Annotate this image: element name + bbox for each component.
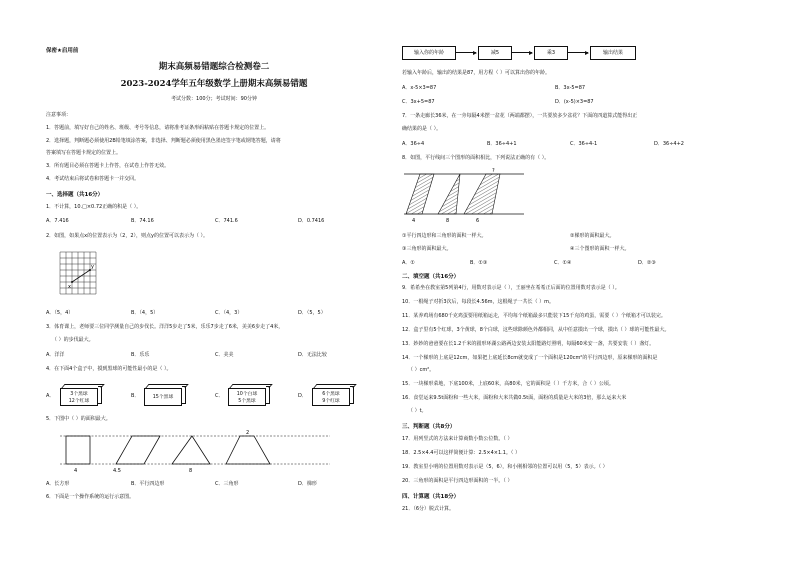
flow-arrow [512, 52, 532, 53]
q4-box-a [60, 384, 104, 406]
q8-option-c: C．①④ [554, 260, 572, 266]
q7-option-a: A．36÷4 [402, 141, 425, 147]
question-9: 9．希希坐在教室第5列第4行，用数对表示是（ ），王丽坐在希希正后面的位置用数对表示是（ ）。 [402, 285, 620, 291]
q4-option-c: C． [215, 393, 224, 399]
q1-option-b: B．74.16 [131, 218, 154, 224]
q7-option-d: D．36÷4+2 [654, 141, 684, 147]
exam-title: 期末高频易错题综合检测卷二 [158, 62, 270, 72]
q8-statement-4: ④三个图形的面积一样大。 [570, 246, 630, 252]
question-3: 3．体育课上，老师要三位同学测量自己的步伐长。洋洋5步走了5米，乐乐7步走了6米，美美6步走了4米， [46, 324, 284, 330]
notice-title: 注意事项： [46, 112, 72, 118]
box-d-line1: 6个黑球 [322, 392, 340, 397]
q2-option-b: B．（4，5） [131, 310, 159, 316]
q3-option-a: A．洋洋 [46, 352, 65, 358]
section-choice-title: 一、选择题（共16分） [46, 192, 104, 198]
fig-dim-3: 6 [476, 218, 480, 224]
notice-item: 4．考试结束后将试卷和答题卡一并交回。 [46, 176, 140, 182]
flow-box-minus5: 减5 [478, 46, 512, 60]
q4-option-b: B． [131, 393, 140, 399]
flow-box-times3: 乘3 [534, 46, 568, 60]
dim-para-base: 4.5 [113, 468, 121, 474]
notice-item: 3．所有题目必须在答题卡上作答，在试卷上作答无效。 [46, 163, 170, 169]
question-15: 15．一块梯形菜地，下底100米，上底60米，高80米，它的面积是（ ）千方米，合（ ）公顷。 [402, 381, 614, 387]
box-c-line1: 10个白球 [236, 392, 258, 397]
question-11: 11．某养鸡场有680千克鸡蛋要用纸箱运走，平均每个纸箱最多只能装下15千克的鸡蛋，需要（ ）个纸箱才可以装完。 [402, 313, 666, 319]
q8-statement-1: ①平行四边形和三角形的面积一样大。 [402, 233, 487, 239]
box-c-line2: 5个黑球 [238, 399, 256, 404]
question-12: 12．盒子里有5个红球，3个黄球，8个白球，这些球除颜色外都相同，从中任意摸出一个球，摸出（ ）球的可能性最大。 [402, 327, 670, 333]
question-17: 17．用列竖式的方法来计算商数小数公位数。（ ） [402, 436, 513, 442]
point-y-label: y [91, 264, 94, 270]
question-7: 7．一条走廊长36米，在一旁每隔4米摆一盆花（两端都摆），一共要放多少盆花？下面的四道算式能得出正 [402, 113, 638, 119]
question-21: 21．（6分）脱式计算。 [402, 506, 455, 512]
exam-subtitle: 2023-2024学年五年级数学上册期末高频易错题 [120, 79, 308, 89]
point-x-label: x [68, 284, 71, 290]
q1-option-d: D．0.7416 [298, 218, 325, 224]
box-b-line1: 15个黑球 [152, 395, 174, 400]
q4-box-d [312, 384, 356, 406]
question-6-cont: 若输入年龄后，输出的结果是87，用方程（ ）可以算出你的年龄。 [402, 70, 550, 76]
question-14-cont: （ ）cm²。 [408, 367, 435, 373]
notice-item: 2．选择题，判断题必须使用2B铅笔填涂答案，非选择、判断题必须使用黑色墨迹签字笔或钢笔答题，请将 [46, 138, 281, 144]
q3-option-b: B．乐乐 [131, 352, 150, 358]
dim-trap-top: 2 [246, 430, 250, 436]
q2-grid-figure [60, 252, 102, 296]
q5-option-a: A．长方形 [46, 481, 70, 487]
question-10: 10．一根绳子对折3次后，每段长4.56m，这根绳子一共长（ ）m。 [402, 299, 555, 305]
question-19: 19．教室里小明的位置用数对表示是（5，6），和小刚相邻的位置可以用（5，5）表示。（ ） [402, 464, 608, 470]
q5-option-b: B．平行四边形 [131, 481, 165, 487]
q8-option-a: A．① [402, 260, 415, 266]
question-1: 1．不计算，10.□×0.72正确的积是（ ）。 [46, 204, 142, 210]
fig-dim-unknown: ? [492, 168, 495, 174]
q8-parallel-figure [404, 166, 524, 226]
q1-option-a: A．7.416 [46, 218, 69, 224]
section-calc-title: 四、计算题（共18分） [402, 494, 460, 500]
q4-option-a: A． [46, 393, 55, 399]
q3-option-c: C．美美 [215, 352, 234, 358]
flow-arrow [568, 52, 588, 53]
q8-option-d: D．②③ [638, 260, 656, 266]
q2-option-a: A．（5，4） [46, 310, 74, 316]
q6-option-a: A．x-5×3=87 [402, 85, 437, 91]
section-judge-title: 三、判断题（共8分） [402, 424, 456, 430]
question-6: 6．下面是一个操作系统的运行示意图。 [46, 494, 135, 500]
fig-dim-2: 8 [446, 218, 450, 224]
q7-option-c: C．36÷4-1 [570, 141, 598, 147]
question-2: 2．如图，如果点x的位置表示为（2，2），则点y的位置可以表示为（ ）。 [46, 233, 209, 239]
question-5: 5．下图中（ ）的面积最大。 [46, 416, 111, 422]
q2-option-c: C．（4，3） [215, 310, 243, 316]
question-14: 14．一个梯形的上底是12cm，如果把上底延长8cm就变成了一个面积是120cm²的平行四边形，原来梯形的面积是 [402, 355, 658, 361]
fig-dim-1: 4 [412, 218, 416, 224]
box-a-line2: 12个红球 [68, 399, 90, 404]
section-fill-title: 二、填空题（共16分） [402, 274, 460, 280]
question-13: 13．妙妙的爸爸要在长1.2千米的圆形环湖公路两边安装太阳能路灯照明，每隔60米安一盏，共要安装（ ）盏灯。 [402, 341, 655, 347]
q6-option-d: D．(x-5)×3=87 [555, 99, 594, 105]
question-4: 4．在下面4个盒子中，摸到黑球的可能性最小的是（ ）。 [46, 366, 172, 372]
exam-info: 考试分数：100分；考试时间：90分钟 [171, 96, 257, 102]
q5-option-c: C．三角形 [215, 481, 239, 487]
question-8: 8．如图，平行线间三个图形的面积相比，下列说法正确的有（ ）。 [402, 155, 550, 161]
question-16: 16．食堂运来9.5t面粉和一些大米，面粉和大米共做0.5t面，面粉的质量是大米的3倍，那么运来大米 [402, 395, 627, 401]
box-a-line1: 3个黑球 [70, 392, 88, 397]
q5-shapes-figure [60, 430, 330, 474]
dim-tri-base: 8 [189, 468, 193, 474]
q8-statement-2: ②梯形的面积最大。 [570, 233, 615, 239]
dim-rect-width: 4 [74, 468, 78, 474]
question-20: 20．三角形的面积是平行四边形面积的一半。（ ） [402, 478, 513, 484]
q6-option-b: B．3x-5=87 [555, 85, 586, 91]
flow-arrow [456, 52, 476, 53]
q4-option-d: D． [298, 393, 307, 399]
q1-option-c: C．741.6 [215, 218, 238, 224]
q3-option-d: D．无法比较 [298, 352, 327, 358]
notice-item: 1．答题前，填写好自己的姓名、班级、考号等信息，请将准考证条形码粘贴在答题卡规定的位置上。 [46, 125, 270, 131]
q8-option-b: B．①③ [470, 260, 488, 266]
question-16-cont: （ ）t。 [408, 408, 427, 414]
q5-option-d: D．梯形 [298, 481, 317, 487]
q6-option-c: C．3x+5=87 [402, 99, 435, 105]
notice-item: 答案填写在答题卡规定的位置上。 [46, 150, 122, 156]
q4-box-b [144, 384, 188, 406]
question-18: 18．2.5×4.4可以这样简便计算：2.5×4×1.1。（ ） [402, 450, 521, 456]
q4-box-c [228, 384, 272, 406]
question-3-cont: （ ）的步伐最大。 [52, 337, 94, 343]
q2-option-d: D．（5，5） [298, 310, 326, 316]
box-d-line2: 9个红球 [322, 399, 340, 404]
confidential-label: 保密★启用前 [46, 48, 79, 54]
question-7-cont: 确结果的是（ ）。 [402, 126, 442, 132]
q7-option-b: B．36÷4+1 [487, 141, 517, 147]
q8-statement-3: ③三角形的面积最大。 [402, 246, 452, 252]
flow-box-input: 输入你的年龄 [402, 46, 456, 60]
flow-box-output: 输出结果 [590, 46, 636, 60]
